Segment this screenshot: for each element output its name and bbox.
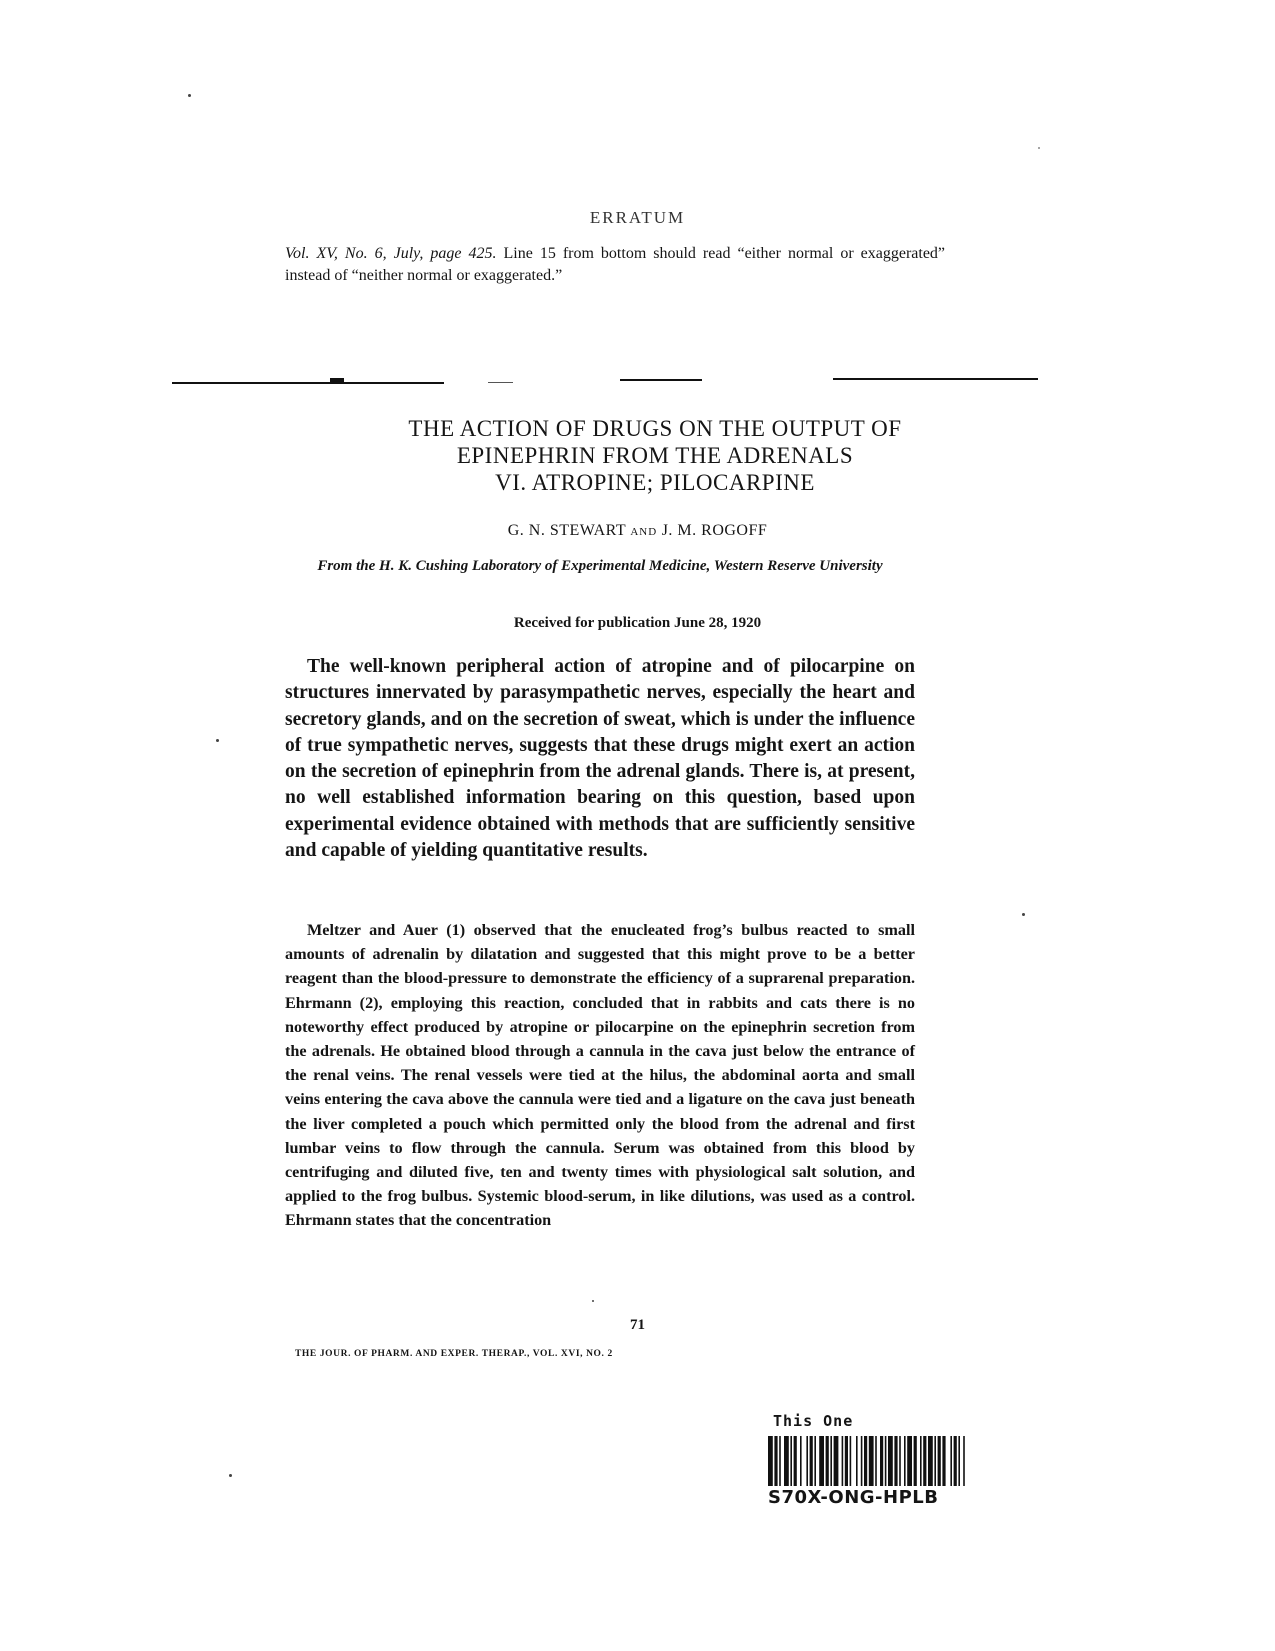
title-line: VI. ATROPINE; PILOCARPINE <box>495 470 815 495</box>
barcode-bar <box>899 1436 901 1486</box>
barcode-bar <box>856 1436 858 1486</box>
barcode-bar <box>963 1436 965 1486</box>
page-number: 71 <box>630 1317 645 1333</box>
title-line: EPINEPHRIN FROM THE ADRENALS <box>456 443 854 468</box>
barcode-bar <box>875 1436 877 1486</box>
body-paragraph: Meltzer and Auer (1) observed that the enucleated frog’s bulbus reacted to small amounts of adrenalin by dilatation and suggested that this might prove to be a better reagent than the blood-pressure to demonstrate the efficiency of a suprarenal preparation. Ehrmann (2), employing this reaction, concluded that in rabbits and cats there is no noteworthy effect produced by atropine or pilocarpine on the epinephrin secretion from the adrenals. He obtained blood through a cannula in the cava just below the entrance of the renal veins. The renal vessels were tied at the hilus, the abdominal aorta and small veins entering the cava above the cannula were tied and a ligature on the cava just beneath the liver completed a pouch which permitted only the blood from the adrenal and first lumbar veins to flow through the cannula. Serum was obtained from this blood by centrifuging and diluted five, ten and twenty times with physiological salt solution, and applied to the frog bulbus. Systemic blood-serum, in like dilutions, was used as a control. Ehrmann states that the concentration <box>285 921 915 1230</box>
barcode-bar <box>950 1436 952 1486</box>
barcode-bar <box>834 1436 839 1486</box>
barcode-bar <box>814 1436 816 1486</box>
barcode-code: S70X-ONG-HPLB <box>768 1487 939 1508</box>
barcode-bar <box>830 1436 832 1486</box>
barcode-bar <box>774 1436 777 1486</box>
author-joiner: AND <box>630 526 658 538</box>
barcode-bar <box>850 1436 852 1486</box>
barcode-bar <box>942 1436 945 1486</box>
barcode-bar <box>934 1436 936 1486</box>
barcode-bar <box>800 1436 802 1486</box>
title-line: THE ACTION OF DRUGS ON THE OUTPUT OF <box>408 416 902 441</box>
received-date: Received for publication June 28, 1920 <box>513 615 762 631</box>
article-title <box>180 415 1130 496</box>
barcode-bar <box>869 1436 874 1486</box>
barcode-bar <box>794 1436 797 1486</box>
erratum-citation: Vol. XV, No. 6, July, page 425. <box>285 245 497 262</box>
barcode-bar <box>938 1436 941 1486</box>
barcode-bar <box>923 1436 926 1486</box>
barcode-bar <box>888 1436 893 1486</box>
barcode-bar <box>885 1436 887 1486</box>
barcode-bar <box>904 1436 906 1486</box>
barcode-bar <box>819 1436 824 1486</box>
barcode-bar <box>954 1436 957 1486</box>
barcode-bar <box>920 1436 922 1486</box>
barcode-bar <box>779 1436 781 1486</box>
author-name: G. N. STEWART <box>507 522 626 539</box>
affiliation: From the H. K. Cushing Laboratory of Experimental Medicine, Western Reserve University <box>317 558 883 574</box>
barcode-bar <box>864 1436 867 1486</box>
author-name: J. M. ROGOFF <box>661 522 768 539</box>
barcode-bar <box>907 1436 912 1486</box>
erratum-heading: ERRATUM <box>589 208 686 227</box>
authors <box>0 522 1275 540</box>
barcode-bar <box>842 1436 844 1486</box>
barcode-bar <box>845 1436 848 1486</box>
journal-footer: THE JOUR. OF PHARM. AND EXPER. THERAP., VOL. XVI, NO. 2 <box>295 1349 613 1359</box>
barcode-bar <box>928 1436 933 1486</box>
barcode-bar <box>768 1436 773 1486</box>
barcode-bar <box>810 1436 813 1486</box>
erratum-correction: Line 15 from bottom should read “either normal or exaggerated” instead of “neither normal or exaggerated.” <box>285 245 946 284</box>
barcode-bar <box>826 1436 829 1486</box>
barcode-caption: This One <box>773 1412 854 1430</box>
barcode-bar <box>914 1436 917 1486</box>
barcode-bar <box>790 1436 792 1486</box>
barcode-bar <box>894 1436 897 1486</box>
barcode-icon <box>768 1436 1030 1486</box>
barcode-bar <box>880 1436 883 1486</box>
barcode-bar <box>861 1436 863 1486</box>
barcode-bar <box>806 1436 808 1486</box>
barcode-bar <box>958 1436 960 1486</box>
erratum-text <box>285 243 945 287</box>
barcode-bar <box>784 1436 789 1486</box>
abstract-paragraph: The well-known peripheral action of atropine and of pilocarpine on structures innervated by parasympathetic nerves, especially the heart and secretory glands, and on the secretion of sweat, which is under the influence of true sympathetic nerves, suggests that these drugs might exert an action on the secretion of epinephrin from the adrenal glands. There is, at present, no well established information bearing on this question, based upon experimental evidence obtained with methods that are sufficiently sensitive and capable of yielding quantitative results. <box>285 656 915 862</box>
